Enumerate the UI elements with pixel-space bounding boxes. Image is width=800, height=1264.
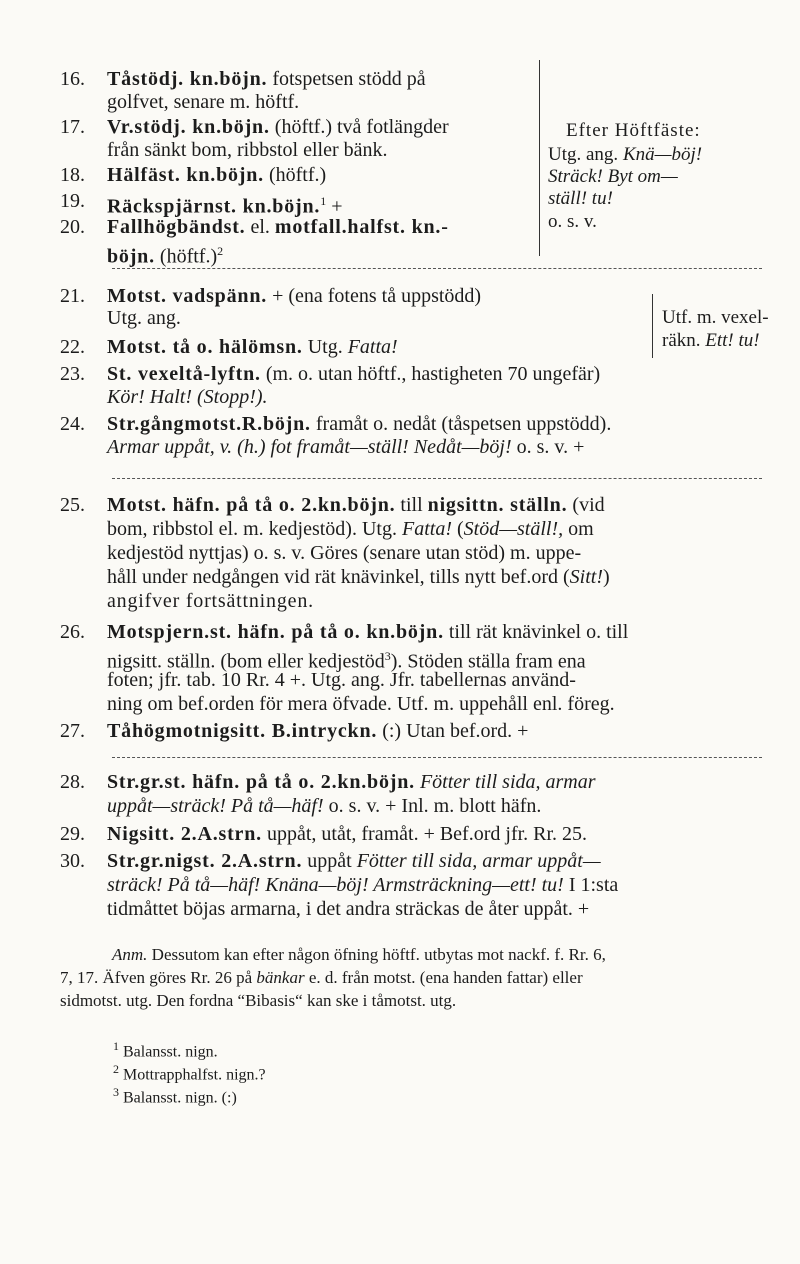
footnote: $^1$ Balansst. nign. bbox=[113, 1039, 218, 1061]
side-note: Utf. m. vexel- bbox=[662, 307, 769, 328]
divider bbox=[112, 757, 762, 758]
document-page: 16. Tåstödj. kn.böjn. fotspetsen stödd på golfvet, senare m. höftf. 17. Vr.stödj. kn.böjn. (höftf.) två fotlängder från sänkt bom, ribbstol eller bänk. 18. Hälfäst. kn.böjn. (höftf.) 19. Räckspjärnst. kn.böjn.$^1$ + 20. Fallhögbändst. el. motfall.halfst. kn.- böjn. (höftf.)$^2$ Efter Höftfäste: Utg. ang. Knä—böj! Sträck! Byt om— ställ! tu! o. s. v. 21. Motst. vadspänn. + (ena fotens tå uppstödd) Utg. ang. 22. Motst. tå o. hälömsn. Utg. Fatta! Utf. m. vexel- räkn. Ett! tu! 23. St. vexeltå-lyftn. (m. o. utan höftf., hastigheten 70 ungefär) Kör! Halt! (Stopp!). 24. Str.gångmotst.R.böjn. framåt o. nedåt (tåspetsen uppstödd). Armar uppåt, v. (h.) fot framåt—ställ! Nedåt—böj! o. s. v. + 25. Motst. häfn. på tå o. 2.kn.böjn. till nigsittn. ställn. (vid bom, ribbstol el. m. kedjestöd). Utg. Fatta! (Stöd—ställ!, om kedjestöd nyttjas) o. s. v. Göres (senare utan stöd) m. uppe- håll under nedgången vid rät knävinkel, tills nytt bef.ord (Sitt!) angifver fortsättningen. 26. Motspjern.st. häfn. på tå o. kn.böjn. till rät knävinkel o. till nigsitt. ställn. (bom eller kedjestöd$^3$). Stöden ställa fram ena foten; jfr. tab. 10 Rr. 4 +. Utg. ang. Jfr. tabellernas använd- ning om bef.orden för mera öfvade. Utf. m. uppehåll enl. föreg. 27. Tåhögmotnigsitt. B.intryckn. (:) Utan bef.ord. + 28. Str.gr.st. häfn. på tå o. 2.kn.böjn. Fötter till sida, armar uppåt—sträck! På tå—häf! o. s. v. + Inl. m. blott häfn. 29. Nigsitt. 2.A.strn. uppåt, utåt, framåt. + Bef.ord jfr. Rr. 25. 30. Str.gr.nigst. 2.A.strn. uppåt Fötter till sida, armar uppåt— sträck! På tå—häf! Knäna—böj! Armsträckning—ett! tu! I 1:sta tidmåttet böjas armarna, i det andra sträckas de åter uppåt. + Anm. Dessutom kan efter någon öfning höftf. utbytas mot nackf. f. Rr. 6, 7, 17. Äfven göres Rr. 26 på bänkar e. d. från motst. (ena handen fattar) eller sidmotst. utg. Den fordna “Bibasis“ kan ske i tåmotst. utg. $^1$ Balansst. nign. $^2$ Mottrapphalfst. nign.? $^3$ Balansst. nign. (:) bbox=[0, 0, 800, 1264]
side-note: Utg. ang. Knä—böj! bbox=[548, 144, 703, 165]
brace bbox=[652, 294, 653, 358]
divider bbox=[112, 478, 762, 479]
footnote: $^3$ Balansst. nign. (:) bbox=[113, 1085, 237, 1107]
exercise-title: Tåstödj. kn.böjn. bbox=[107, 68, 268, 90]
remark: Anm. Dessutom kan efter någon öfning höftf. utbytas mot nackf. f. Rr. 6, bbox=[112, 945, 606, 964]
side-note-title: Efter Höftfäste: bbox=[566, 120, 701, 141]
footnote: $^2$ Mottrapphalfst. nign.? bbox=[113, 1062, 266, 1084]
brace bbox=[539, 60, 540, 256]
exercise-number: 16. bbox=[60, 68, 85, 90]
divider bbox=[112, 268, 762, 269]
